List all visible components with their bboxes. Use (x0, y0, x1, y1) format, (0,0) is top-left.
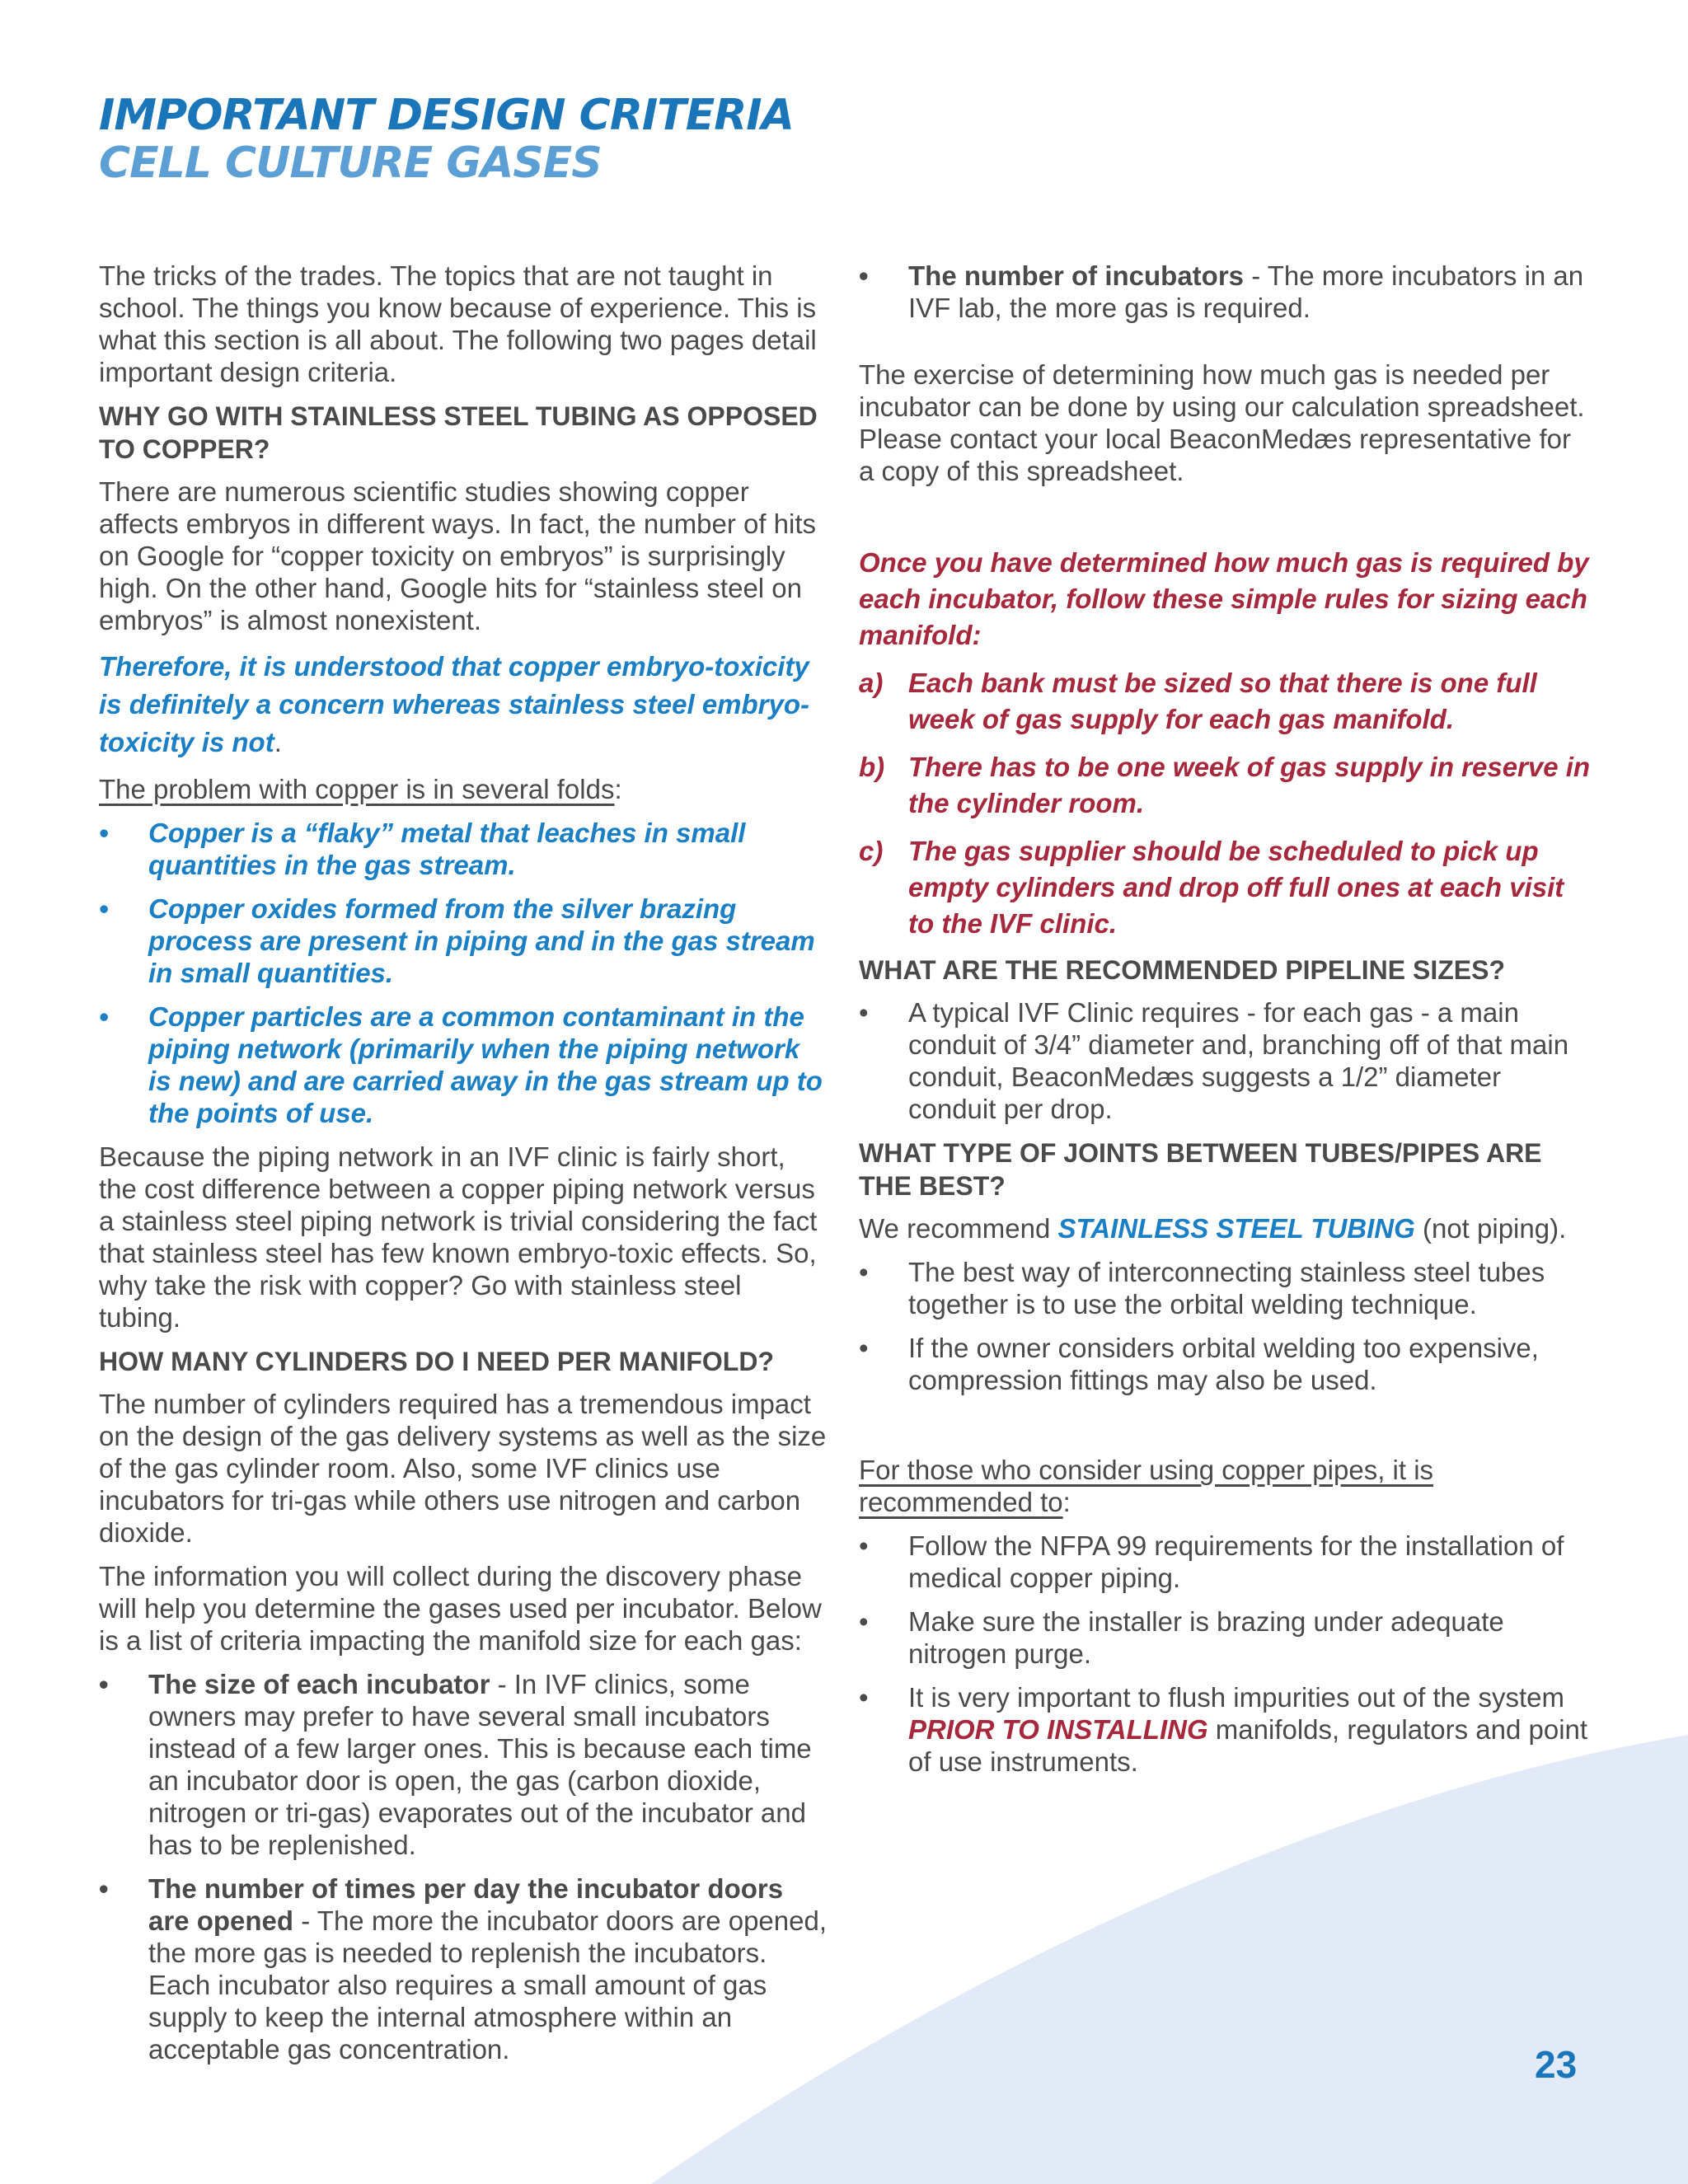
list-letter: a) (859, 668, 884, 698)
bullet-icon: • (99, 1669, 109, 1699)
bullet-icon: • (99, 1873, 109, 1904)
spacer (859, 1408, 1592, 1454)
list-letter: c) (859, 836, 884, 866)
copper-intro-underlined: For those who consider using copper pipes, it is recommended to (859, 1455, 1434, 1517)
recommend-paragraph (859, 1212, 1592, 1244)
list-item-text: Make sure the installer is brazing under adequate nitrogen purge. (908, 1606, 1504, 1669)
problem-paragraph (99, 773, 828, 805)
copper-studies-paragraph: There are numerous scientific studies showing copper affects embryos in different ways. In fact, the number of hits on Google for “copper toxicity on embryos” is surprisingly high. On the other hand, Google hits for “stainless steel on embryos” is almost nonexistent. (99, 476, 817, 635)
page-title: IMPORTANT DESIGN CRITERIA (99, 91, 794, 140)
right-column (859, 260, 1592, 1789)
joints-list (859, 1256, 1592, 1396)
list-item-text: If the owner considers orbital welding too expensive, compression fittings may also be used. (908, 1333, 1539, 1395)
bullet-icon: • (859, 1333, 869, 1363)
page-subtitle: CELL CULTURE GASES (99, 138, 602, 188)
discovery-paragraph: The information you will collect during the discovery phase will help you determine the gases used per incubator. Below is a list of criteria impacting the manifold size for each gas: (99, 1561, 822, 1656)
page-number: 23 (1535, 2043, 1578, 2086)
bullet-icon: • (859, 997, 869, 1028)
criteria-bold: The size of each incubator (148, 1669, 490, 1699)
list-item (99, 817, 828, 881)
heading-joint-types: WHAT TYPE OF JOINTS BETWEEN TUBES/PIPES ARE THE BEST? (859, 1138, 1542, 1201)
list-item-text: A typical IVF Clinic requires - for each gas - a main conduit of 3/4” diameter and, branching off of that main conduit, BeaconMedæs suggests a 1/2” diameter conduit per drop. (908, 997, 1569, 1124)
emphasis-text: Therefore, it is understood that copper embryo-toxicity is definitely a concern whereas stainless steel embryo-toxicity is not (99, 651, 810, 757)
criteria-list (99, 1668, 828, 2065)
copper-intro-paragraph (859, 1454, 1592, 1518)
recommend-pre: We recommend (859, 1213, 1058, 1244)
list-item-text: Copper is a “flaky” metal that leaches in small quantities in the gas stream. (148, 818, 746, 880)
list-item-text: There has to be one week of gas supply in reserve in the cylinder room. (908, 752, 1591, 818)
cost-paragraph: Because the piping network in an IVF clinic is fairly short, the cost difference between a copper piping network versus a stainless steel piping network is trivial considering the fact that stainless steel has few known embryo-toxic effects. So, why take the risk with copper? Go with stainless steel tubing. (99, 1141, 818, 1333)
bullet-icon: • (99, 893, 109, 924)
spacer (859, 335, 1592, 359)
heading-pipeline-sizes: WHAT ARE THE RECOMMENDED PIPELINE SIZES? (859, 955, 1506, 985)
list-item-pre: It is very important to flush impurities out of the system (908, 1682, 1564, 1713)
pipeline-list (859, 996, 1592, 1125)
list-item (859, 1332, 1592, 1396)
left-column (99, 260, 828, 2077)
list-item (99, 893, 828, 989)
list-item (99, 1001, 828, 1129)
emphasis-paragraph (99, 648, 828, 762)
problem-underlined: The problem with copper is in several folds (99, 774, 615, 804)
list-item (859, 833, 1592, 942)
problem-colon: : (614, 774, 622, 804)
bullet-icon: • (859, 260, 869, 291)
list-item (859, 260, 1592, 324)
rules-intro: Once you have determined how much gas is required by each incubator, follow these simple rules for sizing each manifold: (859, 547, 1589, 650)
criteria-bold: The number of incubators (908, 260, 1245, 291)
list-item-text: Copper oxides formed from the silver brazing process are present in piping and in the gas stream in small quantities. (148, 893, 815, 988)
bullet-icon: • (859, 1682, 869, 1713)
list-item (859, 749, 1592, 822)
list-item-text: The gas supplier should be scheduled to pick up empty cylinders and drop off full ones at each visit to the IVF clinic. (908, 836, 1564, 939)
criteria-text: - The more incubators in an IVF lab, the more gas is required. (908, 260, 1584, 323)
list-item (859, 996, 1592, 1125)
intro-paragraph: The tricks of the trades. The topics that are not taught in school. The things you know because of experience. This is what this section is all about. The following two pages detail important design criteria. (99, 260, 817, 387)
heading-stainless-vs-copper: WHY GO WITH STAINLESS STEEL TUBING AS OPPOSED TO COPPER? (99, 401, 818, 464)
emphasis-end: . (274, 727, 282, 757)
list-letter: b) (859, 752, 885, 782)
spacer (859, 499, 1592, 545)
list-item-text: Each bank must be sized so that there is one full week of gas supply for each gas manifold. (908, 668, 1537, 734)
list-item-emphasis: PRIOR TO INSTALLING (908, 1714, 1208, 1745)
bullet-icon: • (99, 818, 109, 848)
criteria-text: - In IVF clinics, some owners may prefer to have several small incubators instead of a few larger ones. This is because each time an incubator door is open, the gas (carbon dioxide, nitrogen or tri-gas) evaporates out of the incubator and has to be replenished. (148, 1669, 812, 1860)
sizing-rules-list (859, 665, 1592, 942)
recommend-post: (not piping). (1414, 1213, 1567, 1244)
list-item (859, 1605, 1592, 1670)
copper-recommendations-list (859, 1530, 1592, 1778)
list-item-post: manifolds, regulators and point of use instruments. (908, 1714, 1588, 1777)
criteria-list-continued (859, 260, 1592, 324)
copper-problems-list (99, 817, 828, 1129)
recommend-emphasis: STAINLESS STEEL TUBING (1057, 1213, 1415, 1244)
list-item (99, 1668, 828, 1861)
list-item-text: The best way of interconnecting stainless steel tubes together is to use the orbital welding technique. (908, 1257, 1545, 1319)
spreadsheet-paragraph: The exercise of determining how much gas is needed per incubator can be done by using our calculation spreadsheet. Please contact your local BeaconMedæs representative for a copy of this spreadsheet. (859, 359, 1585, 486)
cylinders-paragraph: The number of cylinders required has a tremendous impact on the design of the gas delivery systems as well as the size of the gas cylinder room. Also, some IVF clinics use incubators for tri-gas while others use nitrogen and carbon dioxide. (99, 1389, 827, 1548)
list-item-text: Copper particles are a common contaminant in the piping network (primarily when the piping network is new) and are carried away in the gas stream up to the points of use. (148, 1001, 823, 1128)
bullet-icon: • (859, 1257, 869, 1287)
list-item (859, 665, 1592, 738)
criteria-bold: The number of times per day the incubator doors are opened (148, 1873, 784, 1936)
list-item (859, 1530, 1592, 1594)
criteria-text: - The more the incubator doors are opened, the more gas is needed to replenish the incubators. Each incubator also requires a small amount of gas supply to keep the internal atmosphere within an acceptable gas concentration. (148, 1905, 828, 2064)
bullet-icon: • (859, 1530, 869, 1561)
list-item (99, 1872, 828, 2065)
bullet-icon: • (99, 1001, 109, 1032)
list-item (859, 1681, 1592, 1778)
copper-intro-colon: : (1062, 1487, 1071, 1517)
bullet-icon: • (859, 1606, 869, 1637)
list-item (859, 1256, 1592, 1320)
heading-cylinders-per-manifold: HOW MANY CYLINDERS DO I NEED PER MANIFOLD? (99, 1347, 774, 1376)
list-item-text: Follow the NFPA 99 requirements for the installation of medical copper piping. (908, 1530, 1564, 1593)
